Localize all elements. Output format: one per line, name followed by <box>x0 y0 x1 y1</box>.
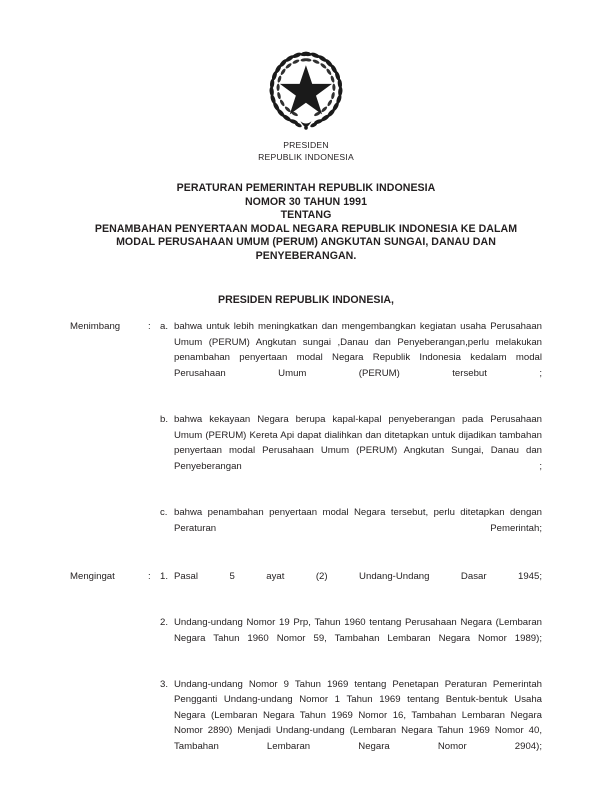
section-mengingat-colon: : <box>148 570 151 582</box>
clause-item <box>160 615 542 662</box>
clause-marker: 3. <box>160 678 169 690</box>
section-mengingat-label: Mengingat <box>70 570 115 582</box>
section-menimbang-items <box>160 319 542 552</box>
section-menimbang <box>70 319 542 552</box>
section-menimbang-colon: : <box>148 321 151 332</box>
clause-text: Pasal 5 ayat (2) Undang-Undang Dasar 1945; <box>174 570 542 582</box>
title-line-1: PERATURAN PEMERINTAH REPUBLIK INDONESIA <box>176 182 436 194</box>
clauses-container <box>70 319 542 770</box>
clause-marker: c. <box>160 506 168 518</box>
document-title <box>56 182 556 264</box>
indonesia-presidential-seal-star-wreath-icon <box>260 48 352 134</box>
section-spacer <box>70 552 542 569</box>
clause-item <box>160 412 542 490</box>
clause-marker: a. <box>160 321 169 332</box>
title-line-6: PENYEBERANGAN. <box>255 249 357 262</box>
clause-text: bahwa penambahan penyertaan modal Negara tersebut, perlu ditetapkan dengan Peraturan Pemerintah; <box>174 506 542 534</box>
title-line-3: TENTANG <box>280 209 332 222</box>
section-menimbang-label: Menimbang <box>70 321 121 332</box>
clause-marker: 1. <box>160 570 169 582</box>
section-mengingat-items <box>160 569 542 771</box>
title-line-4: PENAMBAHAN PENYERTAAN MODAL NEGARA REPUBLIK INDONESIA KE DALAM <box>94 222 518 235</box>
title-line-5: MODAL PERUSAHAAN UMUM (PERUM) ANGKUTAN SUNGAI, DANAU DAN <box>116 236 496 249</box>
clause-item <box>160 677 542 771</box>
clause-text: Undang-undang Nomor 19 Prp, Tahun 1960 tentang Perusahaan Negara (Lembaran Negara Tahun 1960 Nomor 59, Tambahan Lembaran Negara Nomor 1989); <box>174 616 542 644</box>
emblem-caption-line-1: PRESIDEN <box>283 140 329 150</box>
clause-text: bahwa kekayaan Negara berupa kapal-kapal penyeberangan pada Perusahaan Umum (PERUM) Kereta Api dapat dialihkan dan ditetapkan untuk dijadikan tambahan penyertaan modal Perusahaan Umum (PERUM) Angkutan Sungai, Danau dan Penyeberangan ; <box>174 413 542 472</box>
clause-item <box>160 569 542 600</box>
clause-marker: b. <box>160 413 169 425</box>
clause-text: bahwa untuk lebih meningkatkan dan mengembangkan kegiatan usaha Perusahaan Umum (PERUM) Angkutan sungai ,Danau dan Penyeberangan,perlu melakukan penambahan penyertaan modal Negara Republik Indonesia kedalam modal Perusahaan Umum (PERUM) tersebut ; <box>174 321 542 379</box>
clause-item <box>160 505 542 552</box>
emblem-caption <box>0 140 612 163</box>
clause-item <box>160 319 542 397</box>
section-mengingat <box>70 569 542 771</box>
emblem-caption-line-2: REPUBLIK INDONESIA <box>258 151 354 162</box>
presidential-emblem-block <box>0 48 612 163</box>
clause-text: Undang-undang Nomor 9 Tahun 1969 tentang Penetapan Peraturan Pemerintah Pengganti Undang-undang Nomor 1 Tahun 1969 tentang Bentuk-bentuk Usaha Negara (Lembaran Negara Tahun 1969 Nomor 16, Tambahan Lembaran Negara Nomor 2890) Menjadi Undang-undang (Lembaran Negara Tahun 1969 Nomor 40, Tambahan Lembaran Negara Nomor 2904); <box>174 678 542 753</box>
clause-marker: 2. <box>160 616 169 628</box>
president-heading: PRESIDEN REPUBLIK INDONESIA, <box>218 294 394 306</box>
title-line-2: NOMOR 30 TAHUN 1991 <box>244 195 368 208</box>
